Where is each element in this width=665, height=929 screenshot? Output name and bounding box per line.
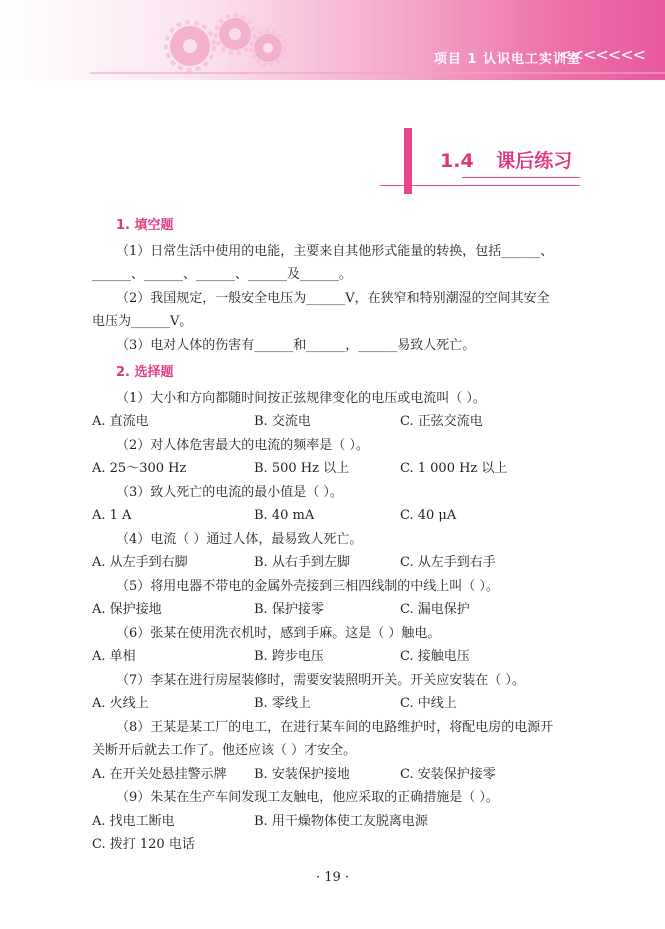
fill-q2-line1: （2）我国规定，一般安全电压为______V，在狭窄和特别潮湿的空间其安全 xyxy=(116,290,550,306)
choice-q6: （6）张某在使用洗衣机时，感到手麻。这是（ ）触电。 xyxy=(116,625,441,641)
section-title-text: 课后练习 xyxy=(496,150,573,172)
exercise-content xyxy=(92,210,586,857)
option-b: B. 用干燥物体使工友脱离电源 xyxy=(254,813,428,829)
fill-q2-line2: 电压为______V。 xyxy=(92,314,193,329)
fill-blank-heading: 1. 填空题 xyxy=(116,218,174,233)
choice-q1: （1）大小和方向都随时间按正弦规律变化的电压或电流叫（ ）。 xyxy=(116,390,486,406)
choice-q5: （5）将用电器不带电的金属外壳接到三相四线制的中线上叫（ ）。 xyxy=(116,578,499,594)
choice-q7-options xyxy=(92,692,586,716)
choice-q6-options xyxy=(92,645,586,669)
option-c: C. 40 μA xyxy=(400,508,457,523)
choice-heading: 2. 选择题 xyxy=(116,365,174,380)
gear-decoration-icon xyxy=(150,6,300,72)
header-rule xyxy=(90,72,665,74)
option-c: C. 中线上 xyxy=(400,696,457,711)
choice-q7: （7）李某在进行房屋装修时，需要安装照明开关。开关应安装在（ ）。 xyxy=(116,672,525,688)
option-b: B. 安装保护接地 xyxy=(254,766,350,782)
option-b: B. 500 Hz 以上 xyxy=(254,461,350,476)
option-c: C. 从左手到右手 xyxy=(400,555,496,570)
choice-q4: （4）电流（ ）通过人体，最易致人死亡。 xyxy=(116,531,363,547)
choice-q3: （3）致人死亡的电流的最小值是（ ）。 xyxy=(116,484,343,500)
choice-q3-options xyxy=(92,504,586,528)
option-b: B. 跨步电压 xyxy=(254,649,324,664)
option-c: C. 正弦交流电 xyxy=(400,414,483,429)
choice-q1-options xyxy=(92,410,586,434)
chapter-breadcrumb: 项目 1 认识电工实训室 xyxy=(433,52,581,67)
option-a: A. 单相 xyxy=(92,649,136,664)
choice-q8-line1: （8）王某是某工厂的电工，在进行某车间的电路维护时，将配电房的电源开 xyxy=(116,719,554,735)
section-underline-long xyxy=(380,185,580,186)
option-a: A. 找电工断电 xyxy=(92,813,175,829)
option-c: C. 安装保护接零 xyxy=(400,766,496,782)
option-c: C. 1 000 Hz 以上 xyxy=(400,461,508,476)
section-number: 1.4 xyxy=(440,150,474,172)
choice-q9-options xyxy=(92,810,586,834)
option-a: A. 保护接地 xyxy=(92,602,162,617)
page-number: · 19 · xyxy=(315,870,350,885)
choice-q9-option-c: C. 拨打 120 电话 xyxy=(92,837,195,852)
header-band xyxy=(0,0,665,80)
option-b: B. 交流电 xyxy=(254,414,311,429)
choice-q2: （2）对人体危害最大的电流的频率是（ ）。 xyxy=(116,437,369,453)
choice-q9: （9）朱某在生产车间发现工友触电，他应采取的正确措施是（ ）。 xyxy=(116,790,499,805)
option-a: A. 1 A xyxy=(92,508,132,523)
option-a: A. 直流电 xyxy=(92,414,149,429)
option-a: A. 25～300 Hz xyxy=(92,461,187,476)
option-c: C. 漏电保护 xyxy=(400,602,470,617)
option-b: B. 保护接零 xyxy=(254,602,324,617)
option-b: B. 零线上 xyxy=(254,696,311,711)
choice-q8-line2: 关断开后就去工作了。他还应该（ ）才安全。 xyxy=(92,743,357,758)
fill-q1-line1: （1）日常生活中使用的电能，主要来自其他形式能量的转换，包括______、 xyxy=(116,243,554,259)
fill-q1-line2: ______、______、______、______及______。 xyxy=(92,267,353,282)
fill-q3: （3）电对人体的伤害有______和______，______易致人死亡。 xyxy=(116,337,476,353)
chevrons-decoration: <<<<<<< xyxy=(558,45,645,64)
option-a: A. 在开关处悬挂警示牌 xyxy=(92,766,227,782)
choice-q5-options xyxy=(92,598,586,622)
option-a: A. 从左手到右脚 xyxy=(92,555,188,570)
option-b: B. 40 mA xyxy=(254,508,315,523)
section-title xyxy=(440,146,572,173)
option-c: C. 接触电压 xyxy=(400,649,470,664)
choice-q4-options xyxy=(92,551,586,575)
option-b: B. 从右手到左脚 xyxy=(254,555,350,570)
option-a: A. 火线上 xyxy=(92,696,149,711)
section-underline xyxy=(462,177,580,178)
choice-q2-options xyxy=(92,457,586,481)
choice-q8-options xyxy=(92,763,586,787)
